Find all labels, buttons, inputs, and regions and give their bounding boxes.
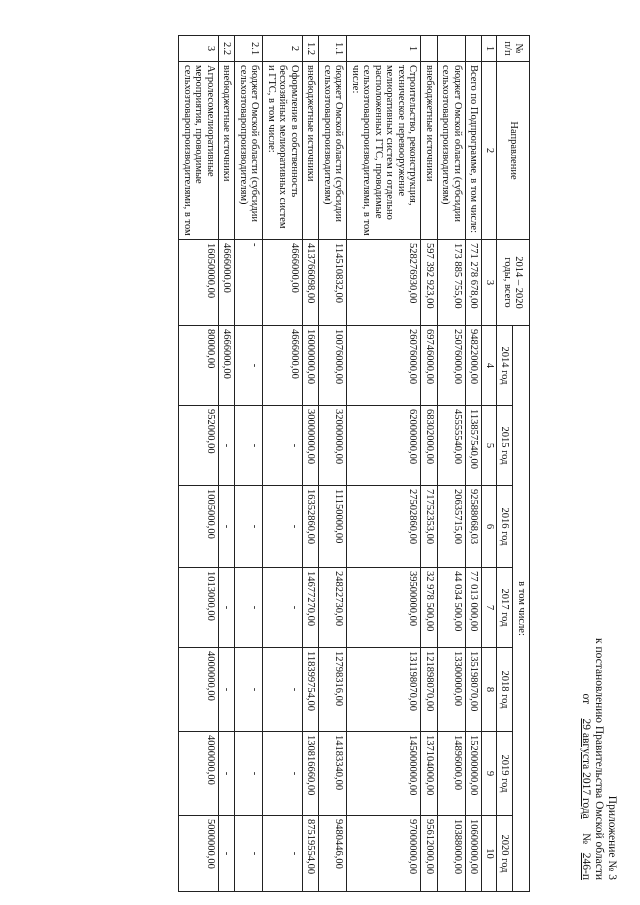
row-direction: бюджет Омской области (субсидии сельхозтоваропроизводителям) <box>235 62 263 240</box>
row-year-value: 113857540,00 <box>466 406 483 486</box>
row-year-value: 121898070,00 <box>421 648 438 732</box>
row-number <box>466 36 483 62</box>
row-year-value: 20635715,00 <box>438 486 466 568</box>
row-direction: Всего по Подпрограмме, в том числе: <box>466 62 483 240</box>
row-year-value: - <box>263 816 303 892</box>
table-row <box>319 36 347 892</box>
row-year-value: 131198070,00 <box>347 648 421 732</box>
column-index: 7 <box>482 568 497 648</box>
row-total: - <box>235 240 263 326</box>
column-index: 10 <box>482 816 497 892</box>
row-year-value: 32 978 500,00 <box>421 568 438 648</box>
row-year-value: 97000000,00 <box>347 816 421 892</box>
row-total: 4666000,00 <box>263 240 303 326</box>
row-year-value: - <box>219 732 236 816</box>
row-total: 528276930,00 <box>347 240 421 326</box>
row-number: 2.2 <box>219 36 236 62</box>
row-year-value: - <box>263 568 303 648</box>
row-year-value: 12798316,00 <box>319 648 347 732</box>
row-year-value: 4666000,00 <box>263 326 303 406</box>
row-year-value: - <box>235 326 263 406</box>
column-index: 2 <box>482 62 497 240</box>
row-direction: внебюджетные источники <box>421 62 438 240</box>
row-year-value: 118399754,00 <box>303 648 320 732</box>
row-number: 2 <box>263 36 303 62</box>
row-total: 4666000,00 <box>219 240 236 326</box>
row-year-value: 32000000,00 <box>319 406 347 486</box>
row-year-value: 44 034 500,00 <box>438 568 466 648</box>
row-year-value: 27502860,00 <box>347 486 421 568</box>
table-row <box>179 36 219 892</box>
header-year: 2016 год <box>497 486 514 568</box>
table-row <box>438 36 466 892</box>
row-year-value: - <box>235 732 263 816</box>
funding-table <box>179 35 531 892</box>
row-total: 114510832,00 <box>319 240 347 326</box>
row-year-value: - <box>263 648 303 732</box>
resolution-date: 29 августа 2017 года <box>580 718 592 819</box>
row-year-value: 69746000,00 <box>421 326 438 406</box>
row-number <box>421 36 438 62</box>
number-label: № <box>580 833 592 845</box>
row-year-value: 39500000,00 <box>347 568 421 648</box>
row-year-value: 952000,00 <box>179 406 219 486</box>
row-year-value: 13300000,00 <box>438 648 466 732</box>
row-year-value: 16352860,00 <box>303 486 320 568</box>
row-direction: Строительство, реконструкция, техническое перевооружение мелиоративных систем и отдельно расположенных ГТС, проводимые сельхозтоваропроизводителями, в том числе: <box>347 62 421 240</box>
row-number: 1.2 <box>303 36 320 62</box>
header-including: в том числе: <box>513 326 530 892</box>
row-year-value: 145000000,00 <box>347 732 421 816</box>
row-year-value: 71752353,00 <box>421 486 438 568</box>
row-year-value: 14183340,00 <box>319 732 347 816</box>
row-year-value: 1013000,00 <box>179 568 219 648</box>
row-total: 413766098,00 <box>303 240 320 326</box>
column-index: 8 <box>482 648 497 732</box>
row-direction: Агролесомелиоративные мероприятия, проводимые сельхозтоваропроизводителями, в том <box>179 62 219 240</box>
header-year: 2014 год <box>497 326 514 406</box>
resolution-line: к постановлению Правительства Омской области <box>593 638 605 880</box>
row-year-value: 25076000,00 <box>438 326 466 406</box>
column-index: 9 <box>482 732 497 816</box>
row-year-value: - <box>235 406 263 486</box>
row-total: 16050000,00 <box>179 240 219 326</box>
column-index-row <box>482 36 497 892</box>
row-year-value: - <box>263 486 303 568</box>
row-year-value: 26076000,00 <box>347 326 421 406</box>
row-number: 1.1 <box>319 36 347 62</box>
header-year: 2020 год <box>497 816 514 892</box>
row-year-value: 11150000,00 <box>319 486 347 568</box>
column-index: 1 <box>482 36 497 62</box>
row-year-value: - <box>235 568 263 648</box>
header-year: 2019 год <box>497 732 514 816</box>
row-year-value: 130816660,00 <box>303 732 320 816</box>
resolution-number: 246-п <box>580 852 592 880</box>
row-year-value: - <box>263 732 303 816</box>
table-row <box>219 36 236 892</box>
date-number-line <box>579 560 592 880</box>
table-row <box>235 36 263 892</box>
row-year-value: 10600000,00 <box>466 816 483 892</box>
column-index: 3 <box>482 240 497 326</box>
row-year-value: 14896000,00 <box>438 732 466 816</box>
row-year-value: 95612000,00 <box>421 816 438 892</box>
header-no: № п/п <box>497 36 530 62</box>
column-index: 4 <box>482 326 497 406</box>
row-year-value: - <box>263 406 303 486</box>
row-year-value: - <box>219 568 236 648</box>
row-year-value: 10388000,00 <box>438 816 466 892</box>
row-total: 597 392 923,00 <box>421 240 438 326</box>
row-direction: бюджет Омской области (субсидии сельхозтоваропроизводителям) <box>319 62 347 240</box>
table-row <box>347 36 421 892</box>
table-body <box>179 36 497 892</box>
row-year-value: 77 013 000,00 <box>466 568 483 648</box>
row-year-value: 80000,00 <box>179 326 219 406</box>
header-year: 2017 год <box>497 568 514 648</box>
appendix-title: Приложение № 3 <box>606 795 618 880</box>
column-index: 5 <box>482 406 497 486</box>
row-number <box>438 36 466 62</box>
header-year: 2018 год <box>497 648 514 732</box>
header-year: 2015 год <box>497 406 514 486</box>
row-direction: Оформление в собственность бесхозяйных мелиоративных систем и ГТС, в том числе: <box>263 62 303 240</box>
row-year-value: 14677270,00 <box>303 568 320 648</box>
row-year-value: 30000000,00 <box>303 406 320 486</box>
row-year-value: 62000000,00 <box>347 406 421 486</box>
row-year-value: - <box>235 648 263 732</box>
row-year-value: 1005000,00 <box>179 486 219 568</box>
table-row <box>263 36 303 892</box>
row-year-value: - <box>235 486 263 568</box>
appendix-header <box>579 560 618 880</box>
row-total: 173 885 755,00 <box>438 240 466 326</box>
row-year-value: 4000000,00 <box>179 732 219 816</box>
row-year-value: 10076000,00 <box>319 326 347 406</box>
row-year-value: 87519554,00 <box>303 816 320 892</box>
row-year-value: 94822000,00 <box>466 326 483 406</box>
row-year-value: 5000000,00 <box>179 816 219 892</box>
row-year-value: - <box>219 816 236 892</box>
row-year-value: 45555540,00 <box>438 406 466 486</box>
table-row <box>303 36 320 892</box>
row-year-value: 152000000,00 <box>466 732 483 816</box>
table-row <box>466 36 483 892</box>
row-direction: внебюджетные источники <box>303 62 320 240</box>
row-year-value: 24822730,00 <box>319 568 347 648</box>
row-year-value: 16000000,00 <box>303 326 320 406</box>
row-year-value: - <box>235 816 263 892</box>
row-number: 1 <box>347 36 421 62</box>
row-year-value: 135198070,00 <box>466 648 483 732</box>
row-year-value: 4000000,00 <box>179 648 219 732</box>
row-year-value: - <box>219 486 236 568</box>
row-direction: бюджет Омской области (субсидии сельхозтоваропроизводителям) <box>438 62 466 240</box>
row-year-value: - <box>219 406 236 486</box>
row-total: 771 278 678,00 <box>466 240 483 326</box>
header-total: 2014 – 2020 годы, всего <box>497 240 530 326</box>
header-direction: Направление <box>497 62 530 240</box>
row-year-value: 4666000,00 <box>219 326 236 406</box>
row-year-value: 137104000,00 <box>421 732 438 816</box>
row-year-value: - <box>219 648 236 732</box>
from-label: от <box>580 693 592 705</box>
row-year-value: 92588068,03 <box>466 486 483 568</box>
table-row <box>421 36 438 892</box>
row-year-value: 68302000,00 <box>421 406 438 486</box>
row-number: 2.1 <box>235 36 263 62</box>
row-number: 3 <box>179 36 219 62</box>
row-direction: внебюджетные источники <box>219 62 236 240</box>
column-index: 6 <box>482 486 497 568</box>
row-year-value: 9480446,00 <box>319 816 347 892</box>
